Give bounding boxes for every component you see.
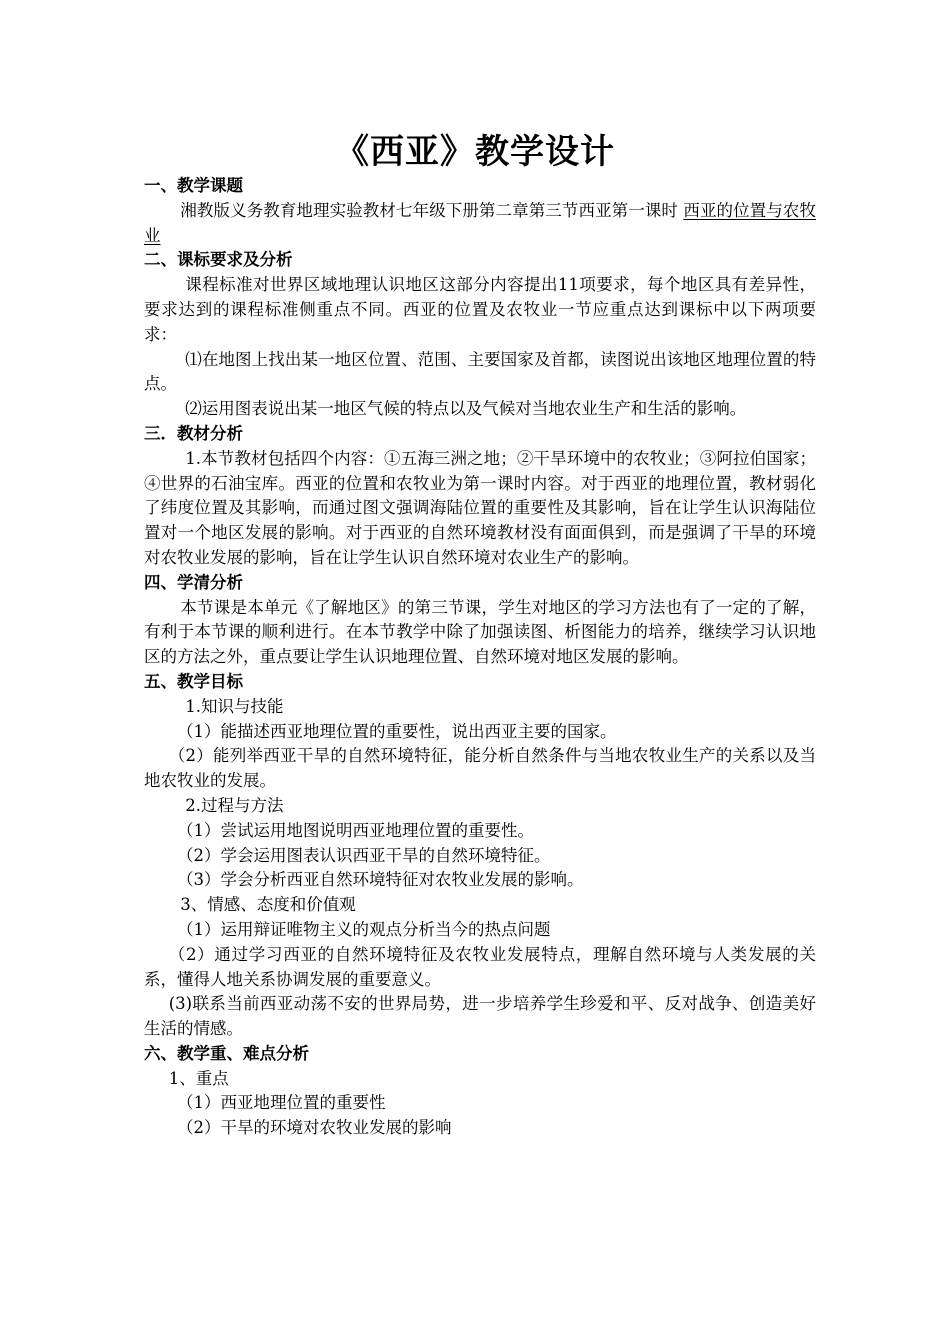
objective-knowledge-2: （2）能列举西亚干旱的自然环境特征，能分析自然条件与当地农牧业生产的关系以及当地农牧业的发展。 <box>144 746 816 791</box>
objective-process-2: （2）学会运用图表认识西亚干旱的自然环境特征。 <box>177 845 551 865</box>
section-heading-3: 三．教材分析 <box>144 423 243 443</box>
objective-process-3: （3）学会分析西亚自然环境特征对农牧业发展的影响。 <box>177 870 584 890</box>
section-3-paragraph-1: 1.本节教材包括四个内容：①五海三洲之地；②干旱环境中的农牧业；③阿拉伯国家；④世界的石油宝库。西亚的位置和农牧业为第一课时内容。对于西亚的地理位置，教材弱化了纬度位置及其影响，而通过图文强调海陆位置的重要性及其影响，旨在让学生认识海陆位置对一个地区发展的影响。对于西亚的自然环境教材没有面面俱到，而是强调了干旱的环境对农牧业发展的影响，旨在让学生认识自然环境对农业生产的影响。 <box>144 448 816 567</box>
keypoint-subheading: 1、重点 <box>168 1068 229 1088</box>
objective-subheading-attitude: 3、情感、态度和价值观 <box>180 895 356 915</box>
objective-subheading-process: 2.过程与方法 <box>185 795 284 815</box>
objective-process-1: （1）尝试运用地图说明西亚地理位置的重要性。 <box>177 820 534 840</box>
course-source-text: 湘教版义务教育地理实验教材七年级下册第二章第三节西亚第一课时 <box>180 200 684 220</box>
section-2-requirement-1: ⑴在地图上找出某一地区位置、范围、主要国家及首都，读图说出该地区地理位置的特点。 <box>144 349 816 394</box>
objective-attitude-1: （1）运用辩证唯物主义的观点分析当今的热点问题 <box>177 919 551 939</box>
section-2-paragraph-1: 课程标准对世界区域地理认识地区这部分内容提出11项要求，每个地区具有差异性，要求达到的课程标准侧重点不同。西亚的位置及农牧业一节应重点达到课标中以下两项要求： <box>144 275 816 344</box>
section-2-requirement-2: ⑵运用图表说出某一地区气候的特点以及气候对当地农业生产和生活的影响。 <box>185 399 747 419</box>
section-1-text <box>144 199 816 249</box>
section-heading-5: 五、教学目标 <box>144 671 243 691</box>
section-heading-1: 一、教学课题 <box>144 176 243 195</box>
document-body <box>144 174 816 1141</box>
section-heading-2: 二、课标要求及分析 <box>144 250 293 270</box>
section-4-paragraph-1: 本节课是本单元《了解地区》的第三节课，学生对地区的学习方法也有了一定的了解，有利于本节课的顺利进行。在本节教学中除了加强读图、析图能力的培养，继续学习认识地区的方法之外，重点要让学生认识地理位置、自然环境对地区发展的影响。 <box>144 597 816 667</box>
section-heading-4: 四、学清分析 <box>144 572 243 592</box>
objective-knowledge-1: （1）能描述西亚地理位置的重要性，说出西亚主要的国家。 <box>177 721 617 741</box>
section-heading-6: 六、教学重、难点分析 <box>144 1043 309 1063</box>
course-topic-underlined: 西亚的位置与农牧业 <box>144 200 816 245</box>
objective-attitude-2: （2）通过学习西亚的自然环境特征及农牧业发展特点，理解自然环境与人类发展的关系，懂得人地关系协调发展的重要意义。 <box>144 944 816 989</box>
page-title: 《西亚》教学设计 <box>335 132 615 172</box>
objective-subheading-knowledge: 1.知识与技能 <box>185 696 284 716</box>
keypoint-2: （2）干旱的环境对农牧业发展的影响 <box>177 1118 452 1138</box>
keypoint-1: （1）西亚地理位置的重要性 <box>177 1093 386 1113</box>
objective-attitude-3: (3)联系当前西亚动荡不安的世界局势，进一步培养学生珍爱和平、反对战争、创造美好生活的情感。 <box>144 994 816 1039</box>
